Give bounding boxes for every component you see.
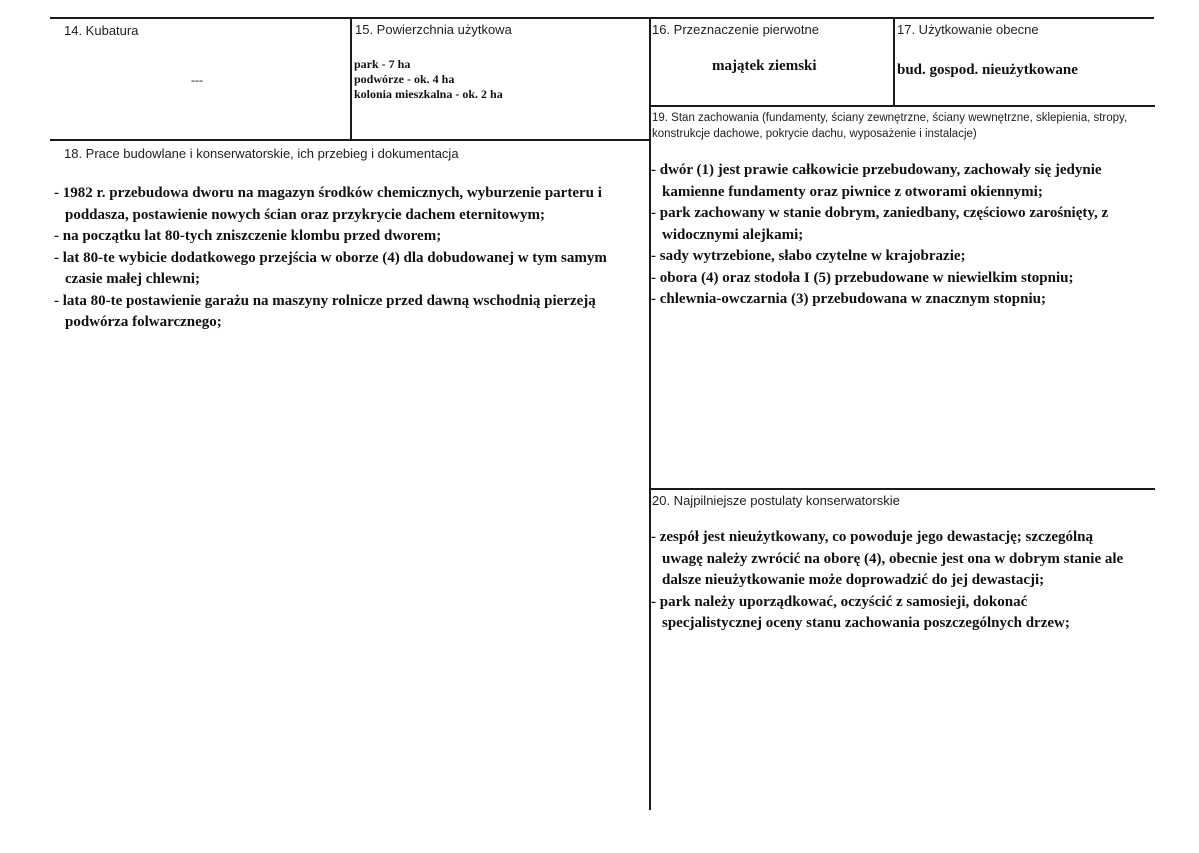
- field-16-label: 16. Przeznaczenie pierwotne: [652, 22, 819, 37]
- field-19-item: - dwór (1) jest prawie całkowicie przebudowany, zachowały się jedynie kamienne fundamenty oraz piwnice z otworami okiennymi;: [651, 162, 1102, 200]
- field-18-label: 18. Prace budowlane i konserwatorskie, ich przebieg i dokumentacja: [64, 146, 459, 161]
- field-18-list: [54, 183, 634, 334]
- top-border: [50, 17, 1154, 19]
- field-15-item: park - 7 ha: [354, 57, 411, 71]
- field-16-value: majątek ziemski: [712, 58, 817, 74]
- field-15-list: [354, 57, 503, 102]
- field-18-item: - na początku lat 80-tych zniszczenie klombu przed dworem;: [54, 228, 442, 244]
- field-20-item: - park należy uporządkować, oczyścić z samosieji, dokonać specjalistycznej oceny stanu zachowania poszczególnych drzew;: [651, 593, 1070, 631]
- field-20-item: - zespół jest nieużytkowany, co powoduje jego dewastację; szczególną uwagę należy zwrócić na oborę (4), obecnie jest ona w dobrym stanie ale dalsze nieużytkowanie może doprowadzić do jej dewastacji;: [651, 529, 1124, 588]
- divider-left-right: [649, 17, 651, 810]
- field-19-item: - sady wytrzebione, słabo czytelne w krajobrazie;: [651, 248, 966, 264]
- field-20-label: 20. Najpilniejsze postulaty konserwatorskie: [652, 493, 900, 508]
- field-19-item: - park zachowany w stanie dobrym, zaniedbany, częściowo zarośnięty, z widocznymi alejkami;: [651, 205, 1109, 243]
- field-15-item: podwórze - ok. 4 ha: [354, 72, 455, 86]
- field-18-item: - lata 80-te postawienie garażu na maszyny rolnicze przed dawną wschodnią pierzeją podwórza folwarcznego;: [54, 292, 596, 330]
- field-19-label: 19. Stan zachowania (fundamenty, ściany zewnętrzne, ściany wewnętrzne, sklepienia, stropy, konstrukcje dachowe, pokrycie dachu, wyposażenie i instalacje): [652, 112, 1128, 140]
- divider-14-15: [350, 17, 352, 140]
- divider-under-16-17: [649, 105, 1155, 107]
- divider-under-14-15: [50, 139, 651, 141]
- field-20-list: [651, 527, 1126, 635]
- field-14-label: 14. Kubatura: [64, 23, 139, 38]
- field-15-item: kolonia mieszkalna - ok. 2 ha: [354, 87, 503, 101]
- field-19-item: - chlewnia-owczarnia (3) przebudowana w znacznym stopniu;: [651, 291, 1046, 307]
- field-14-value: ---: [191, 73, 203, 87]
- divider-19-20: [649, 488, 1155, 490]
- field-18-item: - lat 80-te wybicie dodatkowego przejścia w oborze (4) dla dobudowanej w tym samym czasie małej chlewni;: [54, 249, 607, 287]
- field-19-item: - obora (4) oraz stodoła I (5) przebudowane w niewielkim stopniu;: [651, 269, 1074, 286]
- field-15-label: 15. Powierzchnia użytkowa: [355, 22, 512, 37]
- field-17-label: 17. Użytkowanie obecne: [897, 22, 1039, 37]
- field-17-value: bud. gospod. nieużytkowane: [897, 62, 1078, 78]
- divider-16-17: [893, 17, 895, 106]
- field-18-item: - 1982 r. przebudowa dworu na magazyn środków chemicznych, wyburzenie parteru i poddasza, postawienie nowych ścian oraz przykrycie dachem eternitowym;: [54, 185, 602, 223]
- field-19-list: [651, 160, 1141, 311]
